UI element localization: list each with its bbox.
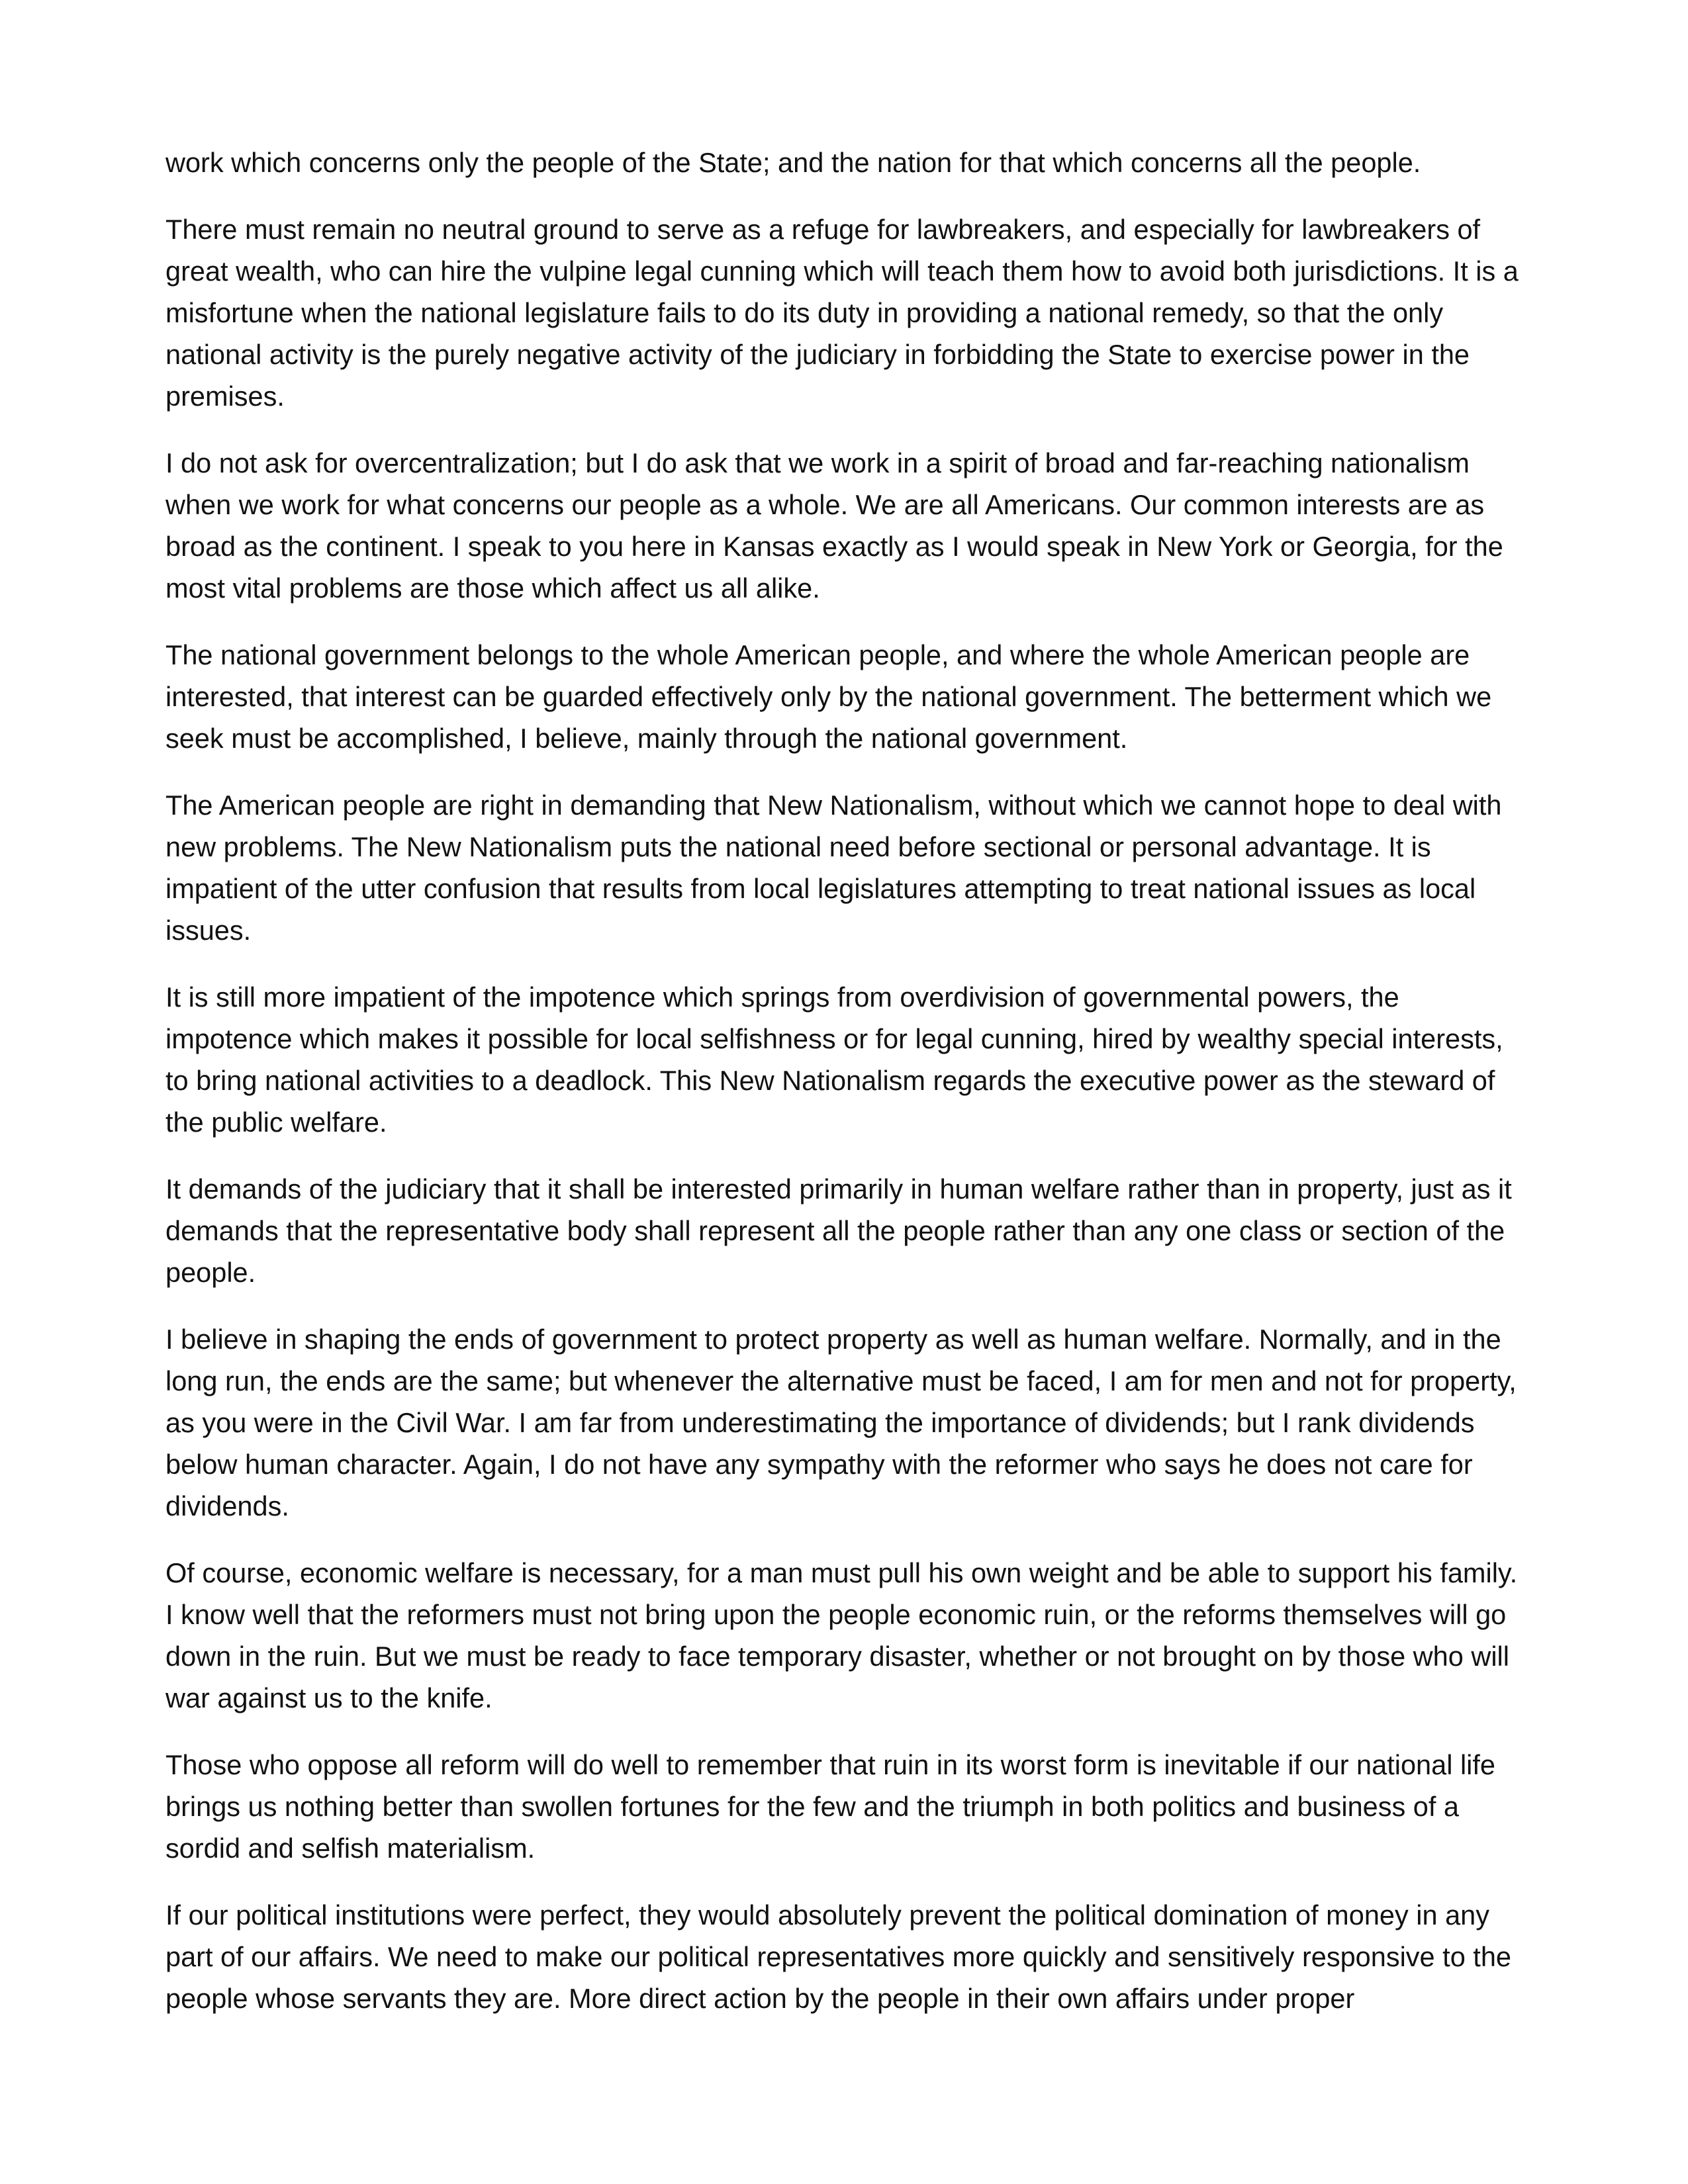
paragraph: Of course, economic welfare is necessary, for a man must pull his own weight and be able to support his family. I know well that the reformers must not bring upon the people economic ruin, or the reforms themselves will go down in the ruin. But we must be ready to face temporary disaster, whether or not brought on by those who will war against us to the knife. (165, 1557, 1518, 1713)
paragraph: I believe in shaping the ends of government to protect property as well as human welfare. Normally, and in the long run, the ends are the same; but whenever the alternative must be faced, I am for men and not for property, as you were in the Civil War. I am far from underestimating the importance of dividends; but I rank dividends below human character. Again, I do not have any sympathy with the reformer who says he does not care for dividends. (165, 1324, 1517, 1522)
text-column (165, 142, 1529, 2044)
paragraph: It is still more impatient of the impotence which springs from overdivision of governmental powers, the impotence which makes it possible for local selfishness or for legal cunning, hired by wealthy special interests, to bring national activities to a deadlock. This New Nationalism regards the executive power as the steward of the public welfare. (165, 981, 1503, 1138)
paragraph: work which concerns only the people of the State; and the nation for that which concerns all the people. (165, 147, 1421, 178)
paragraph: There must remain no neutral ground to serve as a refuge for lawbreakers, and especially for lawbreakers of great wealth, who can hire the vulpine legal cunning which will teach them how to avoid both jurisdictions. It is a misfortune when the national legislature fails to do its duty in providing a national remedy, so that the only national activity is the purely negative activity of the judiciary in forbidding the State to exercise power in the premises. (165, 214, 1519, 412)
paragraph: If our political institutions were perfect, they would absolutely prevent the political domination of money in any part of our affairs. We need to make our political representatives more quickly and sensitively responsive to the people whose servants they are. More direct action by the people in their own affairs under proper (165, 1899, 1511, 2014)
paragraph: The American people are right in demanding that New Nationalism, without which we cannot hope to deal with new problems. The New Nationalism puts the national need before sectional or personal advantage. It is impatient of the utter confusion that results from local legislatures attempting to treat national issues as local issues. (165, 790, 1502, 946)
paragraph: I do not ask for overcentralization; but I do ask that we work in a spirit of broad and far-reaching nationalism when we work for what concerns our people as a whole. We are all Americans. Our common interests are as broad as the continent. I speak to you here in Kansas exactly as I would speak in New York or Georgia, for the most vital problems are those which affect us all alike. (165, 447, 1503, 604)
paragraph: The national government belongs to the whole American people, and where the whole American people are interested, that interest can be guarded effectively only by the national government. The betterment which we seek must be accomplished, I believe, mainly through the national government. (165, 639, 1492, 754)
paragraph: Those who oppose all reform will do well to remember that ruin in its worst form is inevitable if our national life brings us nothing better than swollen fortunes for the few and the triumph in both politics and business of a sordid and selfish materialism. (165, 1749, 1496, 1864)
paragraph: It demands of the judiciary that it shall be interested primarily in human welfare rather than in property, just as it demands that the representative body shall represent all the people rather than any one class or section of the people. (165, 1173, 1512, 1288)
